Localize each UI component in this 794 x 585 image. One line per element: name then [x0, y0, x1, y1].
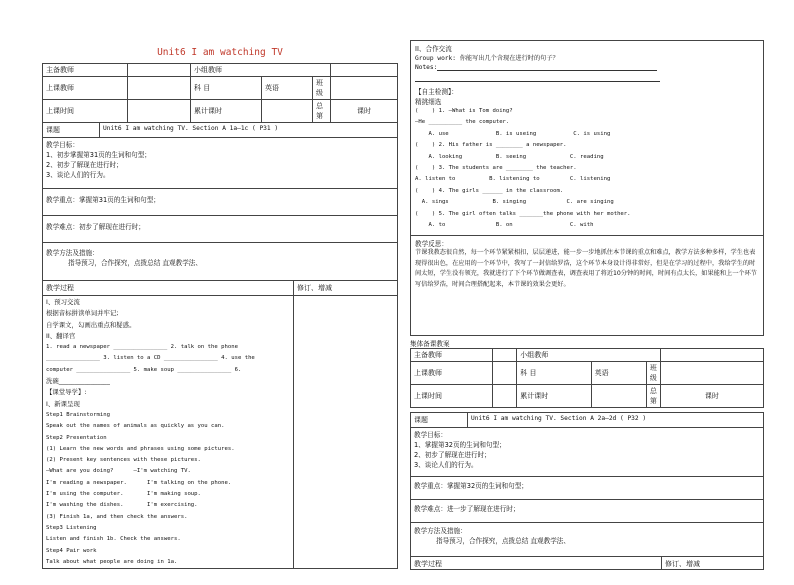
subject-value: 英语	[262, 77, 313, 100]
process-line: Talk about what people are doing in 1a.	[46, 558, 178, 565]
subject-label: 科 目	[191, 77, 262, 100]
quiz-line: A. looking B. seeing C. reading	[415, 153, 604, 160]
key-point-box	[42, 189, 398, 216]
quiz-line: ( ) 4. The girls ______ in the classroom.	[415, 187, 564, 194]
goal-item: 1、掌握第32页的生词和句型；	[414, 441, 506, 449]
quiz-line: A. listen to B. listening to C. listening	[415, 176, 611, 183]
process-line: (1) Learn the new words and phrases using some pictures.	[46, 445, 235, 452]
group-teacher-label: 小组教师	[517, 349, 661, 362]
reflection-title: 教学反思：	[411, 235, 763, 248]
total-label: 总第	[646, 385, 660, 408]
key-point: 教学重点：掌握第31页的生词和句型；	[46, 196, 160, 204]
main-teacher-label: 主备教师	[43, 64, 128, 77]
class-label: 班级	[313, 77, 331, 100]
hours-label: 课时	[660, 385, 763, 408]
revise-label: 修订、增减	[297, 284, 332, 292]
methods-box	[410, 523, 764, 557]
process-line: 【课堂导学】:	[46, 388, 87, 397]
process-header-row	[42, 281, 398, 296]
process-content	[43, 296, 294, 568]
process-label: 教学过程	[411, 557, 662, 569]
section-2-title: II、合作交流	[415, 45, 452, 53]
goal-item: 2、初步了解现在进行时；	[46, 161, 123, 169]
total-hours-label: 累计课时	[191, 100, 262, 123]
methods-title: 教学方法及措施：	[46, 249, 99, 257]
process-line: 洗碗________________	[46, 377, 110, 386]
goals-title: 教学目标：	[46, 141, 79, 149]
process-line: I'm using the computer. I'm making soup.	[46, 491, 201, 498]
process-line: I'm washing the dishes. I'm exercising.	[46, 502, 198, 509]
process-line: I'm reading a newspaper. I'm talking on the phone.	[46, 479, 232, 486]
revise-label: 修订、增减	[665, 560, 700, 568]
quiz-line: ( ) 5. The girl often talks _______the phone with her mother.	[415, 210, 631, 217]
process-body	[42, 296, 398, 569]
notes-line	[415, 62, 759, 71]
quiz-line: —He __________ the computer.	[415, 119, 510, 126]
goal-item: 3、谈论人们的行为。	[46, 171, 110, 179]
process-line: 自学课文，勾画出重点和疑惑。	[46, 320, 136, 329]
process-line: ________________ 3. listen to a CD ________________ 4. use the	[46, 355, 255, 362]
goal-item: 2、初步了解现在进行时；	[414, 451, 491, 459]
topic-value: Unit6 I am watching TV. Section A 1a—1c ( P31 )	[103, 125, 279, 132]
quiz-line: ( ) 2. His father is ________ a newspaper.	[415, 142, 567, 149]
process-line: Speak out the names of animals as quickly as you can.	[46, 423, 225, 430]
right-column	[410, 40, 764, 570]
class-label: 班级	[646, 362, 660, 385]
goal-item: 1、初步掌握第31页的生词和句型；	[46, 151, 151, 159]
subject-label: 科 目	[517, 362, 591, 385]
process-line: 根据音标拼读单词并牢记;	[46, 309, 119, 318]
total-hours-label: 累计课时	[517, 385, 591, 408]
group-work: Group work: 你能写出几个含现在进行时的句子？	[415, 55, 559, 62]
goals-box	[42, 138, 398, 189]
cooperation-box	[410, 40, 764, 336]
process-line: (3) Finish 1a, and then check the answers.	[46, 513, 188, 520]
quiz-line: ( ) 3. The students are ________ the teacher.	[415, 165, 577, 172]
date-label: 上课时间	[411, 385, 493, 408]
main-teacher-label: 主备教师	[411, 349, 493, 362]
difficult-point-box	[42, 216, 398, 243]
group-teacher-label: 小组教师	[191, 64, 331, 77]
process-line: II、翻译官	[46, 331, 76, 340]
quiz-line: A. use B. is useing C. is using	[415, 130, 611, 137]
process-line: Step1 Brainstorming	[46, 411, 110, 418]
hours-label: 课时	[331, 100, 398, 123]
difficult-point: 教学难点：进一步了解现在进行时；	[414, 505, 520, 513]
process-line: I、新课呈现	[46, 399, 80, 408]
difficult-point: 教学难点：初步了解现在进行时；	[46, 223, 145, 231]
topic-row	[42, 123, 398, 138]
process-line: —What are you doing? —I'm watching TV.	[46, 468, 191, 475]
self-check-title: 【自主检测】：	[415, 88, 458, 96]
process-line: Step2 Presentation	[46, 434, 107, 441]
process-header-row	[410, 557, 764, 570]
lesson-title: Unit6 I am watching TV	[157, 47, 283, 58]
class-teacher-label: 上课教师	[411, 362, 493, 385]
methods-box	[42, 243, 398, 281]
pick-title: 精挑细选	[415, 98, 442, 106]
process-line: I、预习交流	[46, 298, 80, 306]
right-header-table	[410, 348, 764, 408]
process-line: (2) Present key sentences with these pictures.	[46, 457, 201, 464]
total-label: 总第	[313, 100, 331, 123]
left-header-table	[42, 63, 398, 123]
goals-box	[410, 428, 764, 477]
process-label: 教学过程	[43, 281, 294, 295]
subject-value: 英语	[591, 362, 646, 385]
left-column	[42, 63, 398, 569]
class-teacher-label: 上课教师	[43, 77, 128, 100]
methods-text: 指导预习，合作探究，点拨总结 直观教学法、	[436, 537, 570, 545]
goal-item: 3、谈论人们的行为。	[414, 461, 478, 469]
process-line: computer ________________ 5. make soup ________________ 6.	[46, 366, 242, 373]
goals-title: 教学目标：	[414, 431, 447, 439]
methods-text: 指导预习，合作探究，点拨总结 直观教学法、	[68, 259, 202, 267]
topic-label: 课题	[43, 123, 100, 137]
notes-label: Notes:	[415, 64, 438, 71]
date-label: 上课时间	[43, 100, 128, 123]
quiz-line: A. to B. on C. with	[415, 222, 594, 229]
topic-value: Unit6 I am watching TV. Section A 2a—2d ( P32 )	[471, 415, 647, 422]
topic-row	[410, 412, 764, 428]
process-line: Step3 Listening	[46, 524, 97, 531]
topic-label: 课题	[411, 413, 468, 427]
process-line: 1. read a newspaper ________________ 2. talk on the phone	[46, 344, 238, 351]
group-plan-title: 集体备课教案	[410, 340, 450, 348]
quiz-line: A. sings B. singing C. are singing	[415, 199, 614, 206]
quiz-line: ( ) 1. —What is Tom doing?	[415, 108, 513, 114]
process-line: Step4 Pair work	[46, 547, 97, 554]
difficult-point-box	[410, 500, 764, 523]
key-point-box	[410, 477, 764, 500]
reflection-text: 节课我教态很自然，每一个环节紧紧相扣，层层递进，能一步一步地抓住本节课的重点和难点，教学方法多种多样，学生也表现得很出色，在应用的一个环节中，我写了一封信给罗浩，这个环节本身设计得非常好，但是在学习的过程中，我给学生的时间太短，学生没有领充，我就进行了下个环节做调查表，调查表用了将近10分钟的时间，时间有点太长，如果能和上一个环节写信给罗浩，时间合理搭配起来，本节课的效果会更好。	[415, 249, 757, 288]
methods-title: 教学方法及措施：	[414, 527, 467, 535]
key-point: 教学重点：掌握第32页的生词和句型；	[414, 482, 528, 490]
process-line: Listen and finish 1b. Check the answers.	[46, 536, 181, 543]
